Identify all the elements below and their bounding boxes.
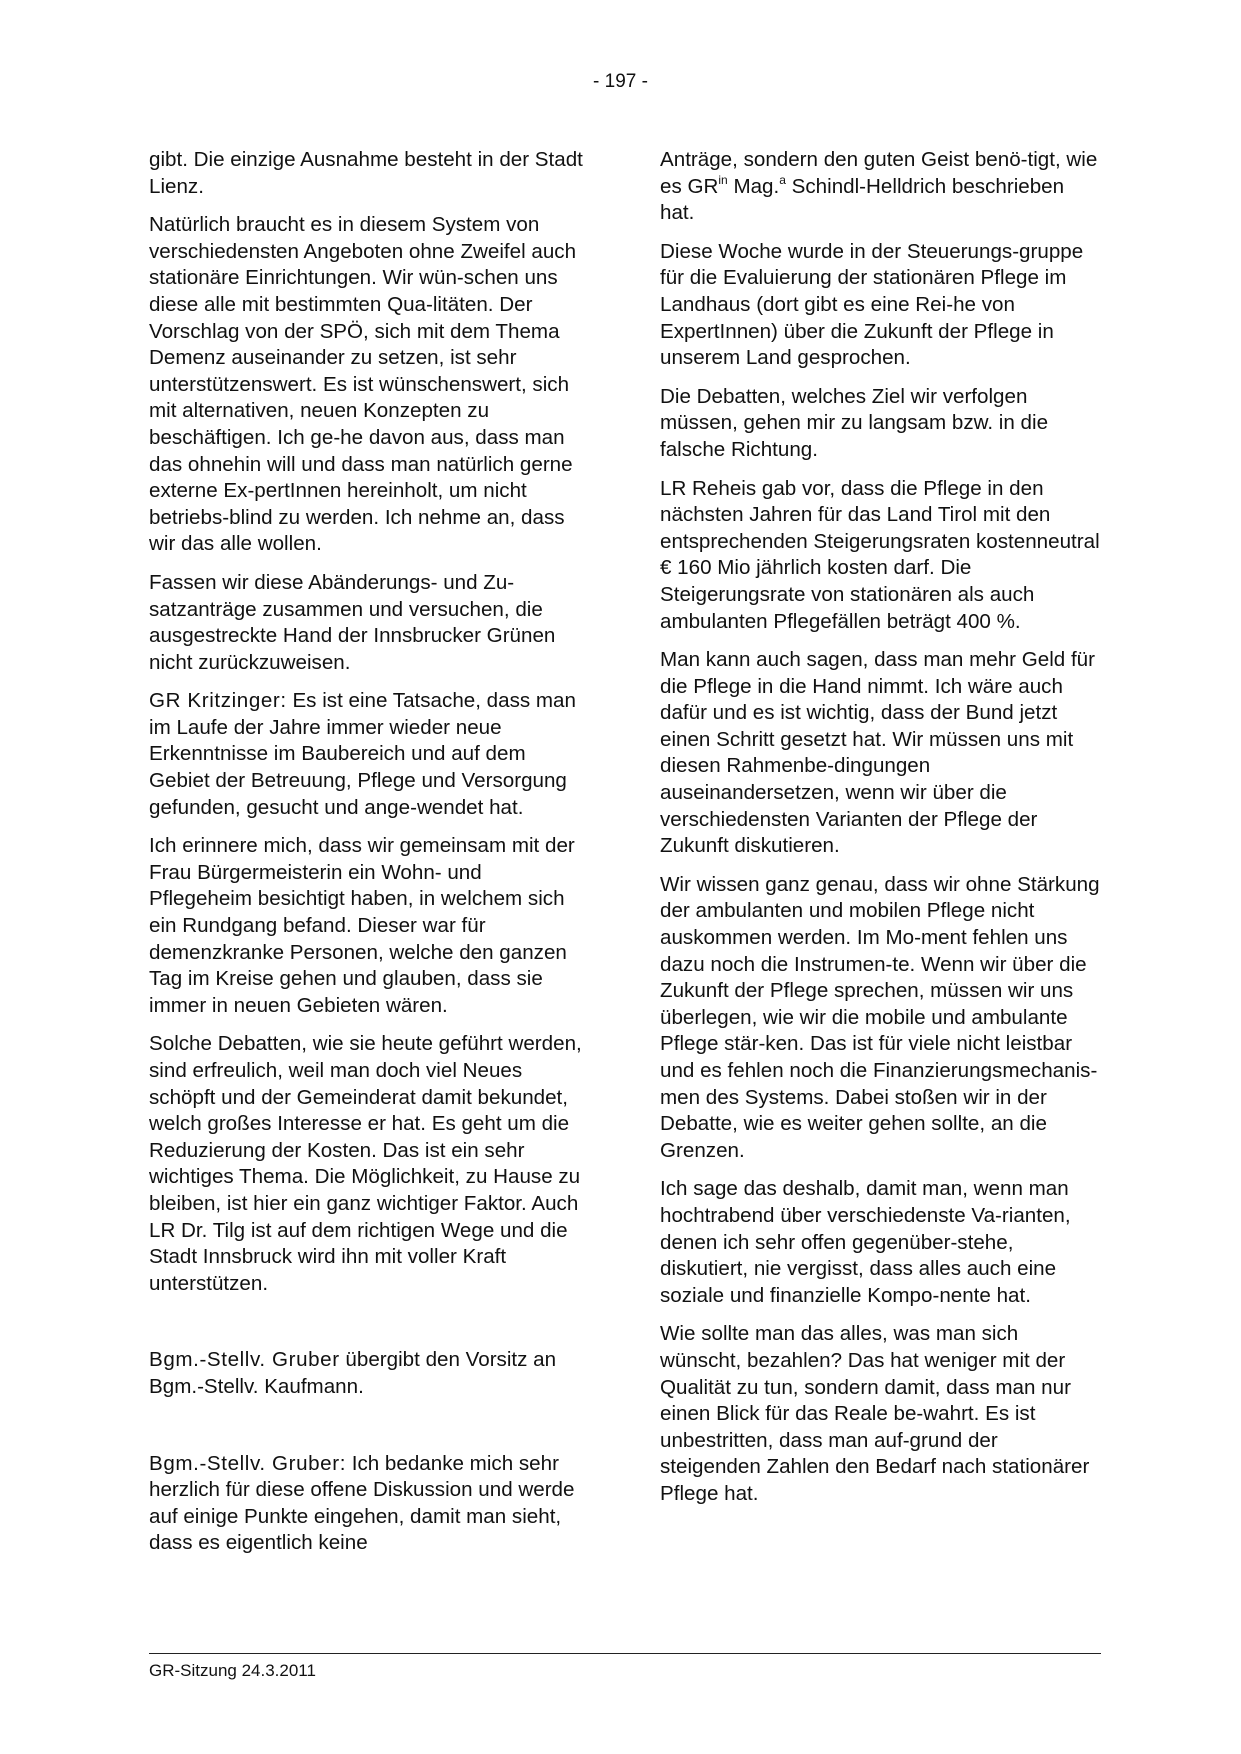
speaker-name: Bgm.-Stellv. Gruber: [149, 1451, 347, 1475]
left-column [149, 147, 589, 1569]
speech-text: Es ist eine Tatsache, dass man im Laufe der Jahre immer wieder neue Erkenntnisse im Baubereich und auf dem Gebiet der Betreuung, Pflege und Versorgung gefunden, gesucht und ange-wendet hat. [149, 689, 576, 819]
speaker-name: GR Kritzinger: [149, 689, 287, 713]
paragraph: LR Reheis gab vor, dass die Pflege in den nächsten Jahren für das Land Tirol mit den entsprechenden Steigerungsraten kostenneutral € 160 Mio jährlich kosten darf. Die Steigerungsrate von stationären als auch ambulanten Pflegefällen beträgt 400 %. [660, 476, 1100, 633]
speaker-name: Bgm.-Stellv. Gruber [149, 1348, 340, 1372]
paragraph: Solche Debatten, wie sie heute geführt werden, sind erfreulich, weil man doch viel Neues schöpft und der Gemeinderat damit bekundet, welch großes Interesse er hat. Es geht um die Reduzierung der Kosten. Das ist ein sehr wichtiges Thema. Die Möglichkeit, zu Hause zu bleiben, ist hier ein ganz wichtiger Faktor. Auch LR Dr. Tilg ist auf dem richtigen Wege und die Stadt Innsbruck wird ihn mit voller Kraft unterstützen. [149, 1032, 582, 1295]
paragraph: Man kann auch sagen, dass man mehr Geld für die Pflege in die Hand nimmt. Ich wäre auch dafür und es ist wichtig, dass der Bund jetzt einen Schritt gesetzt hat. Wir müssen uns mit diesen Rahmenbe-dingungen auseinandersetzen, wenn wir über die verschiedensten Varianten der Pflege der Zukunft diskutieren. [660, 648, 1095, 858]
footer-text: GR-Sitzung 24.3.2011 [149, 1661, 316, 1680]
right-column [660, 147, 1100, 1520]
text-run: Anträge, sondern den guten Geist benö-tigt, wie es GR [660, 148, 1098, 198]
speech-paragraph [149, 688, 589, 821]
text-run: Schindl-Helldrich beschrieben hat. [660, 174, 1065, 225]
paragraph: Wir wissen ganz genau, dass wir ohne Stärkung der ambulanten und mobilen Pflege nicht auskommen werden. Im Mo-ment fehlen uns dazu noch die Instrumen-te. Wenn wir über die Zukunft der Pflege sprechen, müssen wir uns überlegen, wie wir die mobile und ambulante Pflege stär-ken. Das ist für viele nicht leistbar und es fehlen noch die Finanzierungsmechanis-men des Systems. Dabei stoßen wir in der Debatte, wie es weiter gehen sollte, an die Grenzen. [660, 872, 1100, 1162]
text-run: Mag. [727, 174, 780, 198]
paragraph: Die Debatten, welches Ziel wir verfolgen müssen, gehen mir zu langsam bzw. in die falsche Richtung. [660, 384, 1049, 461]
superscript: in [718, 172, 728, 187]
page-number: - 197 - [593, 71, 648, 92]
paragraph: Natürlich braucht es in diesem System von verschiedensten Angeboten ohne Zweifel auch stationäre Einrichtungen. Wir wün-schen uns diese alle mit bestimmten Qua-litäten. Der Vorschlag von der SPÖ, sich mit dem Thema Demenz auseinander zu setzen, ist sehr unterstützenswert. Es ist wünschenswert, sich mit alternativen, neuen Konzepten zu beschäftigen. Ich ge-he davon aus, dass man das ohnehin will und dass man natürlich gerne externe Ex-pertInnen hereinholt, um nicht betriebs-blind zu werden. Ich nehme an, dass wir das alle wollen. [149, 213, 577, 556]
paragraph: Ich erinnere mich, dass wir gemeinsam mit der Frau Bürgermeisterin ein Wohn- und Pflegeheim besichtigt haben, in welchem sich ein Rundgang befand. Dieser war für demenzkranke Personen, welche den ganzen Tag im Kreise gehen und glauben, dass sie immer in neuen Gebieten wären. [149, 834, 575, 1017]
paragraph: Wie sollte man das alles, was man sich wünscht, bezahlen? Das hat weniger mit der Qualität zu tun, sondern damit, dass man nur einen Blick für das Reale be-wahrt. Es ist unbestritten, dass man auf-grund der steigenden Zahlen den Bedarf nach stationärer Pflege hat. [660, 1322, 1090, 1505]
paragraph [660, 147, 1100, 227]
speech-paragraph [149, 1451, 589, 1557]
footer-divider [149, 1653, 1101, 1654]
procedural-note [149, 1347, 589, 1400]
superscript: a [779, 172, 786, 187]
paragraph: Fassen wir diese Abänderungs- und Zu-satzanträge zusammen und versuchen, die ausgestreckte Hand der Innsbrucker Grünen nicht zurückzuweisen. [149, 570, 556, 674]
paragraph: Diese Woche wurde in der Steuerungs-gruppe für die Evaluierung der stationären Pflege im Landhaus (dort gibt es eine Rei-he von ExpertInnen) über die Zukunft der Pflege in unserem Land gesprochen. [660, 239, 1084, 370]
speech-text: Ich bedanke mich sehr herzlich für diese offene Diskussion und werde auf einige Punkte eingehen, damit man sieht, dass es eigentlich keine [149, 1451, 575, 1555]
note-text: übergibt den Vorsitz an Bgm.-Stellv. Kaufmann. [149, 1348, 557, 1398]
paragraph: Ich sage das deshalb, damit man, wenn man hochtrabend über verschiedenste Va-rianten, denen ich sehr offen gegenüber-stehe, diskutiert, nie vergisst, dass alles auch eine soziale und finanzielle Kompo-nente hat. [660, 1177, 1071, 1307]
paragraph: gibt. Die einzige Ausnahme besteht in der Stadt Lienz. [149, 148, 583, 198]
